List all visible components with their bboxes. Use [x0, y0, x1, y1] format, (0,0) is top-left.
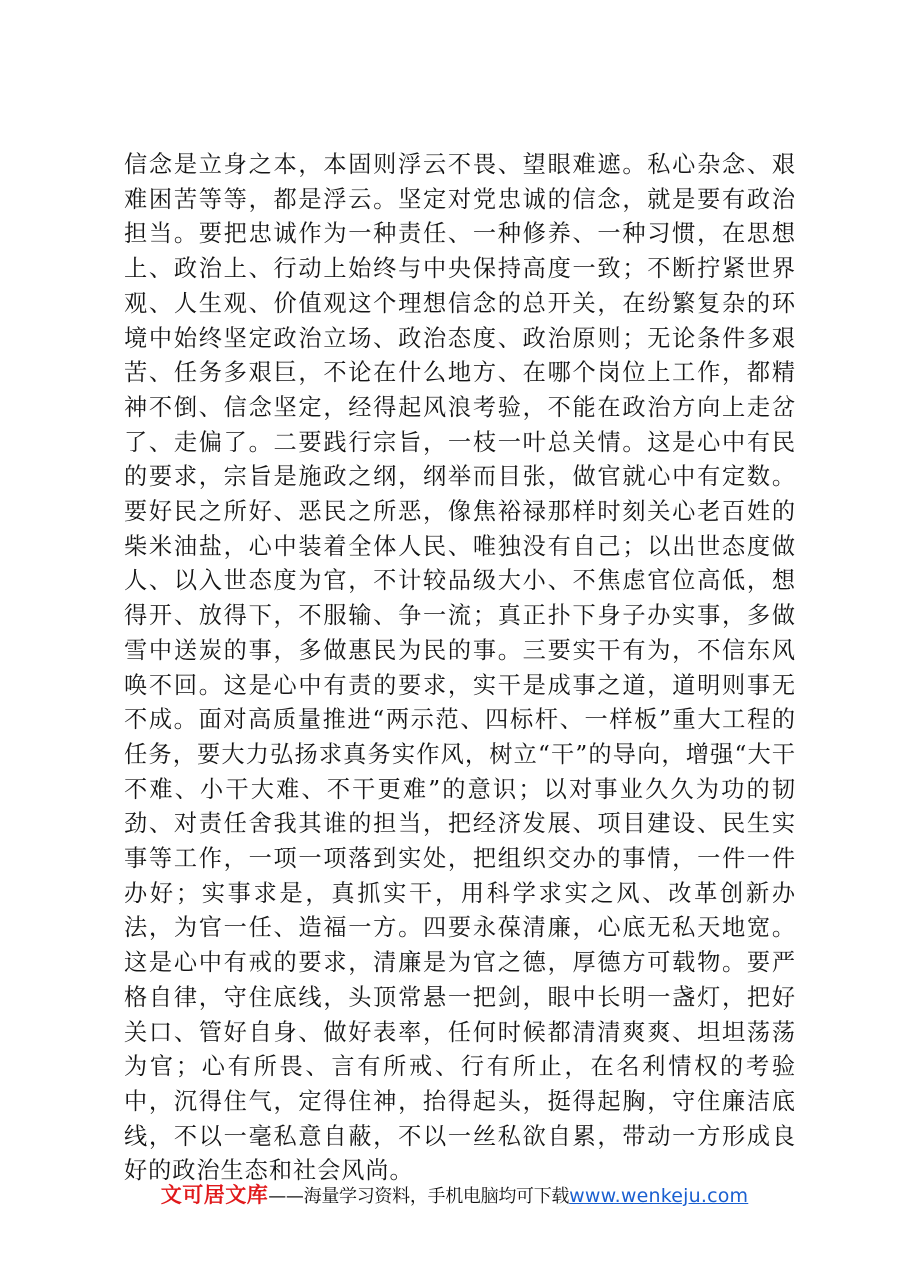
footer-brand: 文可居文库 — [160, 1183, 269, 1207]
body-paragraph: 信念是立身之本，本固则浮云不畏、望眼难遮。私心杂念、艰难困苦等等，都是浮云。坚定对党忠诚的信念，就是要有政治担当。要把忠诚作为一种责任、一种修养、一种习惯，在思想上、政治上、行动上始终与中央保持高度一致；不断拧紧世界观、人生观、价值观这个理想信念的总开关，在纷繁复杂的环境中始终坚定政治立场、政治态度、政治原则；无论条件多艰苦、任务多艰巨，不论在什么地方、在哪个岗位上工作，都精神不倒、信念坚定，经得起风浪考验，不能在政治方向上走岔了、走偏了。二要践行宗旨，一枝一叶总关情。这是心中有民的要求，宗旨是施政之纲，纲举而目张，做官就心中有定数。要好民之所好、恶民之所恶，像焦裕禄那样时刻关心老百姓的柴米油盐，心中装着全体人民、唯独没有自己；以出世态度做人、以入世态度为官，不计较品级大小、不焦虑官位高低，想得开、放得下，不服输、争一流；真正扑下身子办实事，多做雪中送炭的事，多做惠民为民的事。三要实干有为，不信东风唤不回。这是心中有责的要求，实干是成事之道，道明则事无不成。面对高质量推进“两示范、四标杆、一样板”重大工程的任务，要大力弘扬求真务实作风，树立“干”的导向，增强“大干不难、小干大难、不干更难”的意识；以对事业久久为功的韧劲、对责任舍我其谁的担当，把经济发展、项目建设、民生实事等工作，一项一项落到实处，把组织交办的事情，一件一件办好；实事求是，真抓实干，用科学求实之风、改革创新办法，为官一任、造福一方。四要永葆清廉，心底无私天地宽。这是心中有戒的要求，清廉是为官之德，厚德方可载物。要严格自律，守住底线，头顶常悬一把剑，眼中长明一盏灯，把好关口、管好自身、做好表率，任何时候都清清爽爽、坦坦荡荡为官；心有所畏、言有所戒、行有所止，在名利情权的考验中，沉得住气，定得住神，抬得起头，挺得起胸，守住廉洁底线，不以一毫私意自蔽，不以一丝私欲自累，带动一方形成良好的政治生态和社会风尚。 — [124, 151, 796, 1185]
footer-url-link[interactable]: www.wenkeju.com — [569, 1185, 749, 1207]
footer-banner — [0, 1180, 909, 1212]
footer-tagline: ——海量学习资料，手机电脑均可下载 — [268, 1186, 570, 1207]
